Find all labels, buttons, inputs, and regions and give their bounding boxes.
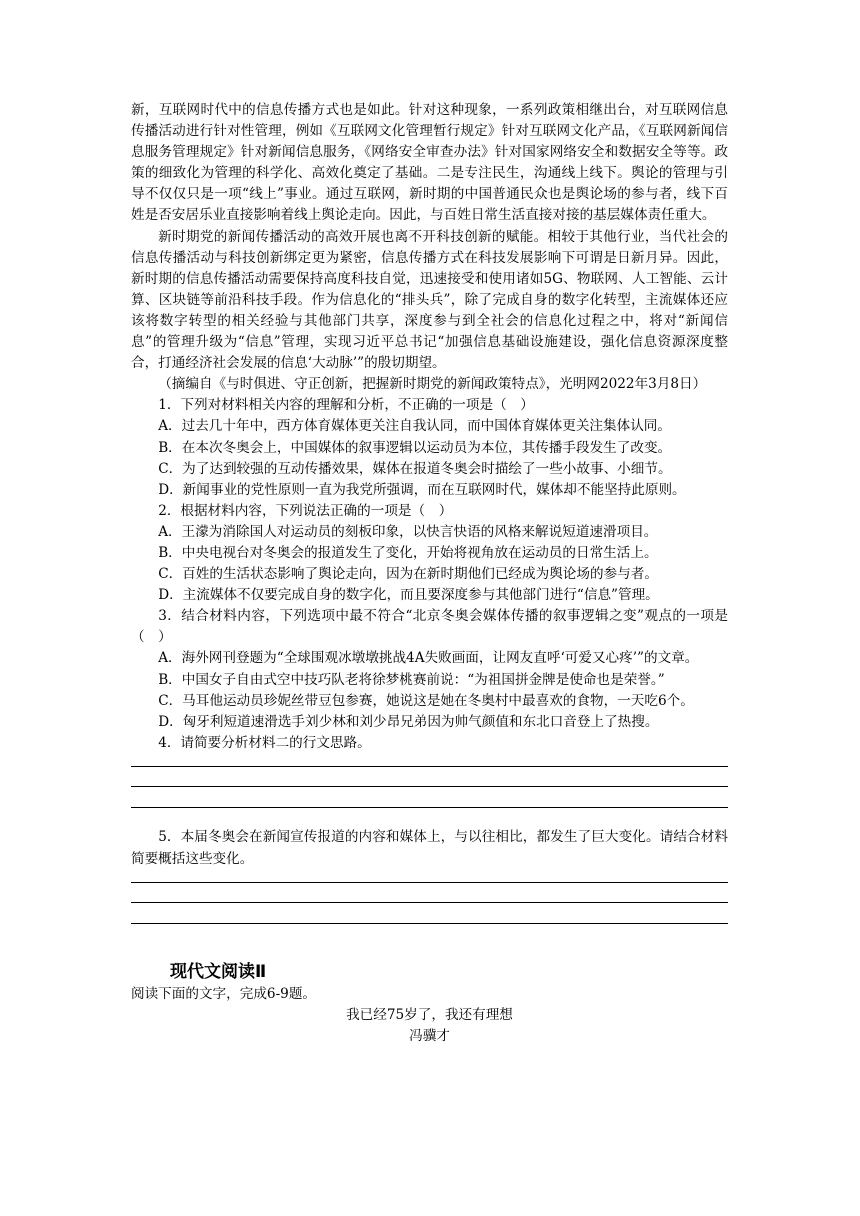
option-c: C．为了达到较强的互动传播效果，媒体在报道冬奥会时描绘了一些小故事、小细节。 [158,460,672,477]
option-d: D．匈牙利短道速滑选手刘少林和刘少昂兄弟因为帅气颜值和东北口音登上了热搜。 [158,713,659,730]
source-citation: （摘编自《与时俱进、守正创新，把握新时期党的新闻政策特点》，光明网2022年3月8日） [158,376,707,393]
question-1 [131,395,728,500]
material-paragraph-2: 新时期党的新闻传播活动的高效开展也离不开科技创新的赋能。相较于其他行业，当代社会的信息传播活动与科技创新绑定更为紧密，信息传播方式在科技发展影响下可谓是日新月异。因此，新时期的信息传播活动需要保持高度科技自觉，迅速接受和使用诸如5G、物联网、人工智能、云计算、区块链等前沿科技手段。作为信息化的“排头兵”，除了完成自身的数字化转型，主流媒体还应该将数字转型的相关经验与其他部门共享，深度参与到全社会的信息化过程之中，将对“新闻信息”的管理升级为“信息”管理，实现习近平总书记“加强信息基础设施建设，强化信息资源深度整合，打通经济社会发展的信息‘大动脉’”的殷切期望。 [131,228,728,372]
answer-line [131,902,728,903]
question-stem: 1．下列对材料相关内容的理解和分析，不正确的一项是（ ） [158,397,534,414]
answer-line [131,882,728,883]
option-d: D．主流媒体不仅要完成自身的数字化，而且要深度参与其他部门进行“信息”管理。 [158,587,659,604]
question-stem: 3．结合材料内容，下列选项中最不符合“北京冬奥会媒体传播的叙事逻辑之变”观点的一项是（ ） [131,608,728,646]
option-a: A．海外网刊登题为“全球围观冰墩墩挑战4A失败画面，让网友直呼‘可爱又心疼’”的文章。 [158,650,699,667]
option-c: C．马耳他运动员珍妮丝带豆包参赛，她说这是她在冬奥村中最喜欢的食物，一天吃6个。 [158,692,694,709]
question-stem: 5．本届冬奥会在新闻宣传报道的内容和媒体上，与以往相比，都发生了巨大变化。请结合材料简要概括这些变化。 [131,829,728,867]
answer-line [131,923,728,924]
option-a: A．过去几十年中，西方体育媒体更关注自我认同，而中国体育媒体更关注集体认同。 [158,418,671,435]
material-paragraph-1: 新，互联网时代中的信息传播方式也是如此。针对这种现象，一系列政策相继出台，对互联网信息传播活动进行针对性管理，例如《互联网文化管理暂行规定》针对互联网文化产品，《互联网新闻信息服务管理规定》针对新闻信息服务，《网络安全审查办法》针对国家网络安全和数据安全等等。政策的细致化为管理的科学化、高效化奠定了基础。二是专注民生，沟通线上线下。舆论的管理与引导不仅仅只是一项“线上”事业。通过互联网，新时期的中国普通民众也是舆论场的参与者，线下百姓是否安居乐业直接影响着线上舆论走向。因此，与百姓日常生活直接对接的基层媒体责任重大。 [131,102,728,224]
option-d: D．新闻事业的党性原则一直为我党所强调，而在互联网时代，媒体却不能坚持此原则。 [158,481,686,498]
option-b: B．中央电视台对冬奥会的报道发生了变化，开始将视角放在运动员的日常生活上。 [158,544,658,561]
question-stem: 4．请简要分析材料二的行文思路。 [158,734,371,751]
answer-line [131,766,728,767]
section-instruction: 阅读下面的文字，完成6-9题。 [131,985,317,1002]
option-b: B．中国女子自由式空中技巧队老将徐梦桃赛前说：“为祖国拼金牌是使命也是荣誉。” [158,671,665,688]
answer-area[interactable] [131,766,728,808]
section-title: 现代文阅读Ⅱ [170,961,267,982]
option-c: C．百姓的生活状态影响了舆论走向，因为在新时期他们已经成为舆论场的参与者。 [158,566,658,583]
article-author: 冯骥才 [409,1027,450,1044]
question-stem: 2．根据材料内容，下列说法正确的一项是（ ） [158,502,453,519]
question-3 [131,606,728,733]
option-a: A．王濛为消除国人对运动员的刻板印象，以快言快语的风格来解说短道速滑项目。 [158,523,658,540]
question-2 [131,501,728,606]
article-title: 我已经75岁了，我还有理想 [346,1006,513,1023]
answer-line [131,786,728,787]
answer-area[interactable] [131,882,728,924]
answer-line [131,807,728,808]
option-b: B．在本次冬奥会上，中国媒体的叙事逻辑以运动员为本位，其传播手段发生了改变。 [158,439,672,456]
question-5 [131,827,728,923]
question-4 [131,733,728,808]
